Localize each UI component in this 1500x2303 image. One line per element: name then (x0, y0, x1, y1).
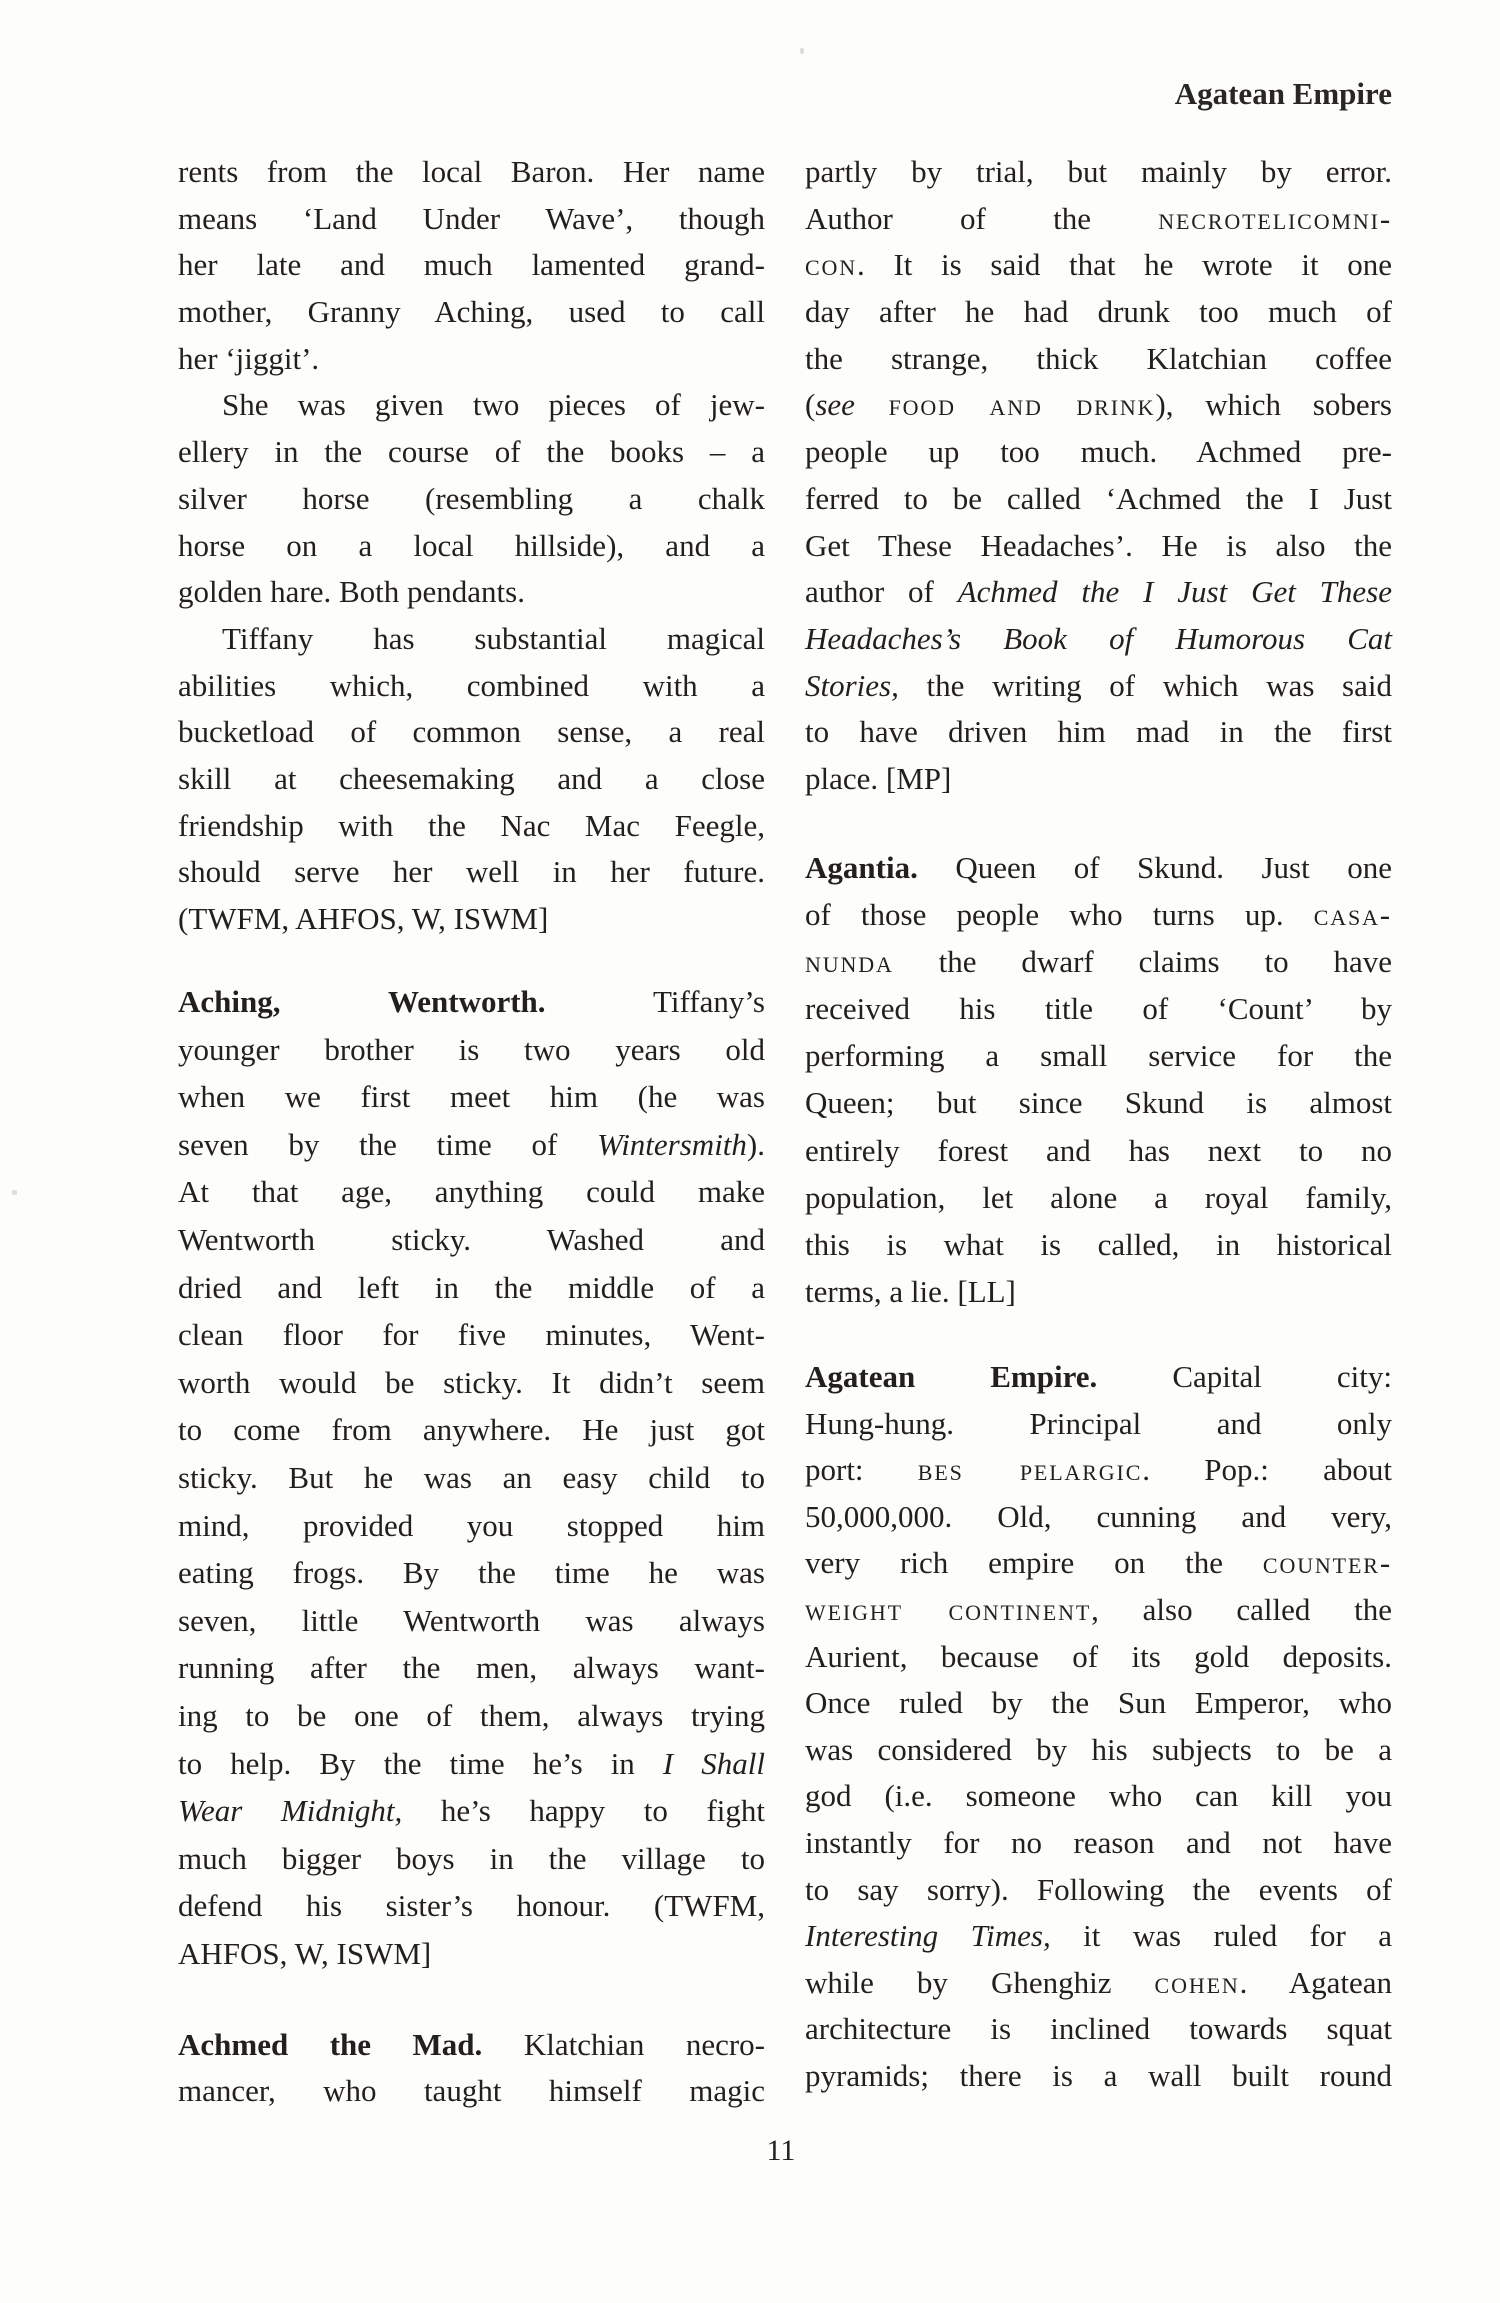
text-line: younger brother is two years old (178, 1031, 765, 1067)
text-line: this is what is called, in historical (805, 1226, 1392, 1262)
text-line: abilities which, combined with a (178, 667, 765, 703)
entry-agantia (805, 844, 1392, 1315)
text-line: ellery in the course of the books – a (178, 434, 765, 470)
text-line: skill at cheesemaking and a close (178, 760, 765, 796)
text-line: when we first meet him (he was (178, 1079, 765, 1115)
text-line: god (i.e. someone who can kill you (805, 1778, 1392, 1814)
text-line: means ‘Land Under Wave’, though (178, 200, 765, 236)
text-line: mind, provided you stopped him (178, 1507, 765, 1543)
text-line: rents from the local Baron. Her name (178, 154, 765, 189)
running-head: Agatean Empire (1174, 76, 1392, 111)
text-line: to have driven him mad in the first (805, 714, 1392, 750)
text-line: sticky. But he was an easy child to (178, 1459, 765, 1495)
cross-reference: food and drink (854, 387, 1156, 423)
text-line: weight continent, also called the (805, 1591, 1392, 1627)
book-title: Wear Midnight, (178, 1793, 403, 1829)
text-line: place. [MP] (805, 760, 952, 796)
text-line: Get These Headaches’. He is also the (805, 527, 1392, 563)
book-title: Headaches’s Book of Humorous Cat (805, 620, 1392, 656)
cross-reference: weight continent (805, 1591, 1092, 1627)
text-line: con. It is said that he wrote it one (805, 247, 1392, 283)
text-line: Agatean Empire. Capital city: (805, 1359, 1392, 1394)
book-title: I Shall (662, 1745, 765, 1781)
text-line: of those people who turns up. casa- (805, 897, 1392, 933)
text-line: terms, a lie. [LL] (805, 1273, 1016, 1309)
scan-speck (800, 48, 804, 54)
text-line: (TWFM, AHFOS, W, ISWM] (178, 901, 549, 936)
text-line: Author of the necrotelicomni- (805, 200, 1392, 236)
text-line: much bigger boys in the village to (178, 1840, 765, 1876)
text-line: eating frogs. By the time he was (178, 1555, 765, 1591)
text-line: people up too much. Achmed pre- (805, 434, 1392, 470)
cross-reference: cohen (1154, 1964, 1240, 2000)
text-line: nunda the dwarf claims to have (805, 944, 1392, 980)
text-line: defend his sister’s honour. (TWFM, (178, 1888, 765, 1924)
entry-achmed-continuation (805, 149, 1392, 803)
cross-reference: casa- (1313, 897, 1392, 933)
book-title: Interesting Times, (805, 1918, 1051, 1954)
text-line: Achmed the Mad. Klatchian necro- (178, 2027, 765, 2062)
text-line: to help. By the time he’s in I Shall (178, 1745, 765, 1781)
cross-reference: counter- (1262, 1545, 1392, 1581)
book-title: Wintersmith (597, 1126, 747, 1162)
text-line: (see food and drink), which sobers (805, 387, 1392, 423)
text-line: day after he had drunk too much of (805, 294, 1392, 330)
text-line: ing to be one of them, always trying (178, 1697, 765, 1733)
text-line: received his title of ‘Count’ by (805, 991, 1392, 1027)
text-line: entirely forest and has next to no (805, 1132, 1392, 1168)
cross-reference: con (805, 247, 858, 283)
text-line: clean floor for five minutes, Went- (178, 1317, 765, 1353)
entry-headword: Agatean Empire. (805, 1359, 1098, 1394)
text-line: author of Achmed the I Just Get These (805, 574, 1392, 610)
cross-reference: bes pelargic (917, 1452, 1143, 1488)
text-line: should serve her well in her future. (178, 854, 765, 890)
entry-headword: Agantia. (805, 850, 918, 885)
text-line: Aurient, because of its gold deposits. (805, 1638, 1392, 1674)
text-line: was considered by his subjects to be a (805, 1731, 1392, 1767)
text-line: performing a small service for the (805, 1038, 1392, 1074)
page-number: 11 (766, 2134, 796, 2167)
left-column-continuation (178, 149, 765, 943)
text-line: Aching, Wentworth. Tiffany’s (178, 984, 765, 1019)
entry-headword: Achmed the Mad. (178, 2027, 483, 2062)
text-line: Queen; but since Skund is almost (805, 1085, 1392, 1121)
text-line: Hung-hung. Principal and only (805, 1405, 1392, 1441)
text-line: port: bes pelargic. Pop.: about (805, 1452, 1392, 1488)
text-line: partly by trial, but mainly by error. (805, 154, 1392, 189)
text-line: golden hare. Both pendants. (178, 574, 525, 610)
entry-agatean-empire (805, 1354, 1392, 2100)
text-line (805, 616, 1392, 663)
book-title: Achmed the I Just Get These (957, 574, 1392, 610)
text-line: 50,000,000. Old, cunning and very, (805, 1498, 1392, 1534)
cross-reference: nunda (805, 944, 894, 980)
text-line: ferred to be called ‘Achmed the I Just (805, 480, 1392, 516)
text-line: pyramids; there is a wall built round (805, 2057, 1392, 2093)
text-line: Wear Midnight, he’s happy to fight (178, 1793, 765, 1829)
text-line: her late and much lamented grand- (178, 247, 765, 283)
text-line: while by Ghenghiz cohen. Agatean (805, 1964, 1392, 2000)
text-line: running after the men, always want- (178, 1650, 765, 1686)
scan-speck (12, 1190, 17, 1195)
text-line: Wentworth sticky. Washed and (178, 1221, 765, 1257)
text-line: the strange, thick Klatchian coffee (805, 340, 1392, 376)
text-line: Stories, the writing of which was said (805, 667, 1392, 703)
book-title: Stories, (805, 667, 899, 703)
text-line: architecture is inclined towards squat (805, 2011, 1392, 2047)
text-line: seven, little Wentworth was always (178, 1602, 765, 1638)
text-line: mother, Granny Aching, used to call (178, 294, 765, 330)
text-line: instantly for no reason and not have (805, 1824, 1392, 1860)
text-line: Tiffany has substantial magical (222, 620, 765, 656)
text-line: very rich empire on the counter- (805, 1545, 1392, 1581)
text-line: Interesting Times, it was ruled for a (805, 1918, 1392, 1954)
text-line: At that age, anything could make (178, 1174, 765, 1210)
text-line: mancer, who taught himself magic (178, 2073, 765, 2108)
text-line: silver horse (resembling a chalk (178, 480, 765, 516)
text-line: AHFOS, W, ISWM] (178, 1935, 432, 1971)
text-line: worth would be sticky. It didn’t seem (178, 1364, 765, 1400)
text-line: Agantia. Queen of Skund. Just one (805, 850, 1392, 885)
text-line: her ‘jiggit’. (178, 340, 320, 376)
entry-aching-wentworth (178, 978, 765, 1977)
entry-achmed-the-mad (178, 2022, 765, 2114)
text-line: dried and left in the middle of a (178, 1269, 765, 1305)
text-line: to say sorry). Following the events of (805, 1871, 1392, 1907)
text-line: She was given two pieces of jew- (222, 387, 765, 423)
text-line: friendship with the Nac Mac Feegle, (178, 807, 765, 843)
cross-reference: necrotelicomni- (1158, 200, 1392, 236)
text-line: Once ruled by the Sun Emperor, who (805, 1685, 1392, 1721)
text-line: population, let alone a royal family, (805, 1179, 1392, 1215)
text-line: bucketload of common sense, a real (178, 714, 765, 750)
text-line: seven by the time of Wintersmith). (178, 1126, 765, 1162)
entry-headword: Aching, Wentworth. (178, 984, 546, 1019)
text-line: to come from anywhere. He just got (178, 1412, 765, 1448)
text-line: horse on a local hillside), and a (178, 527, 765, 563)
